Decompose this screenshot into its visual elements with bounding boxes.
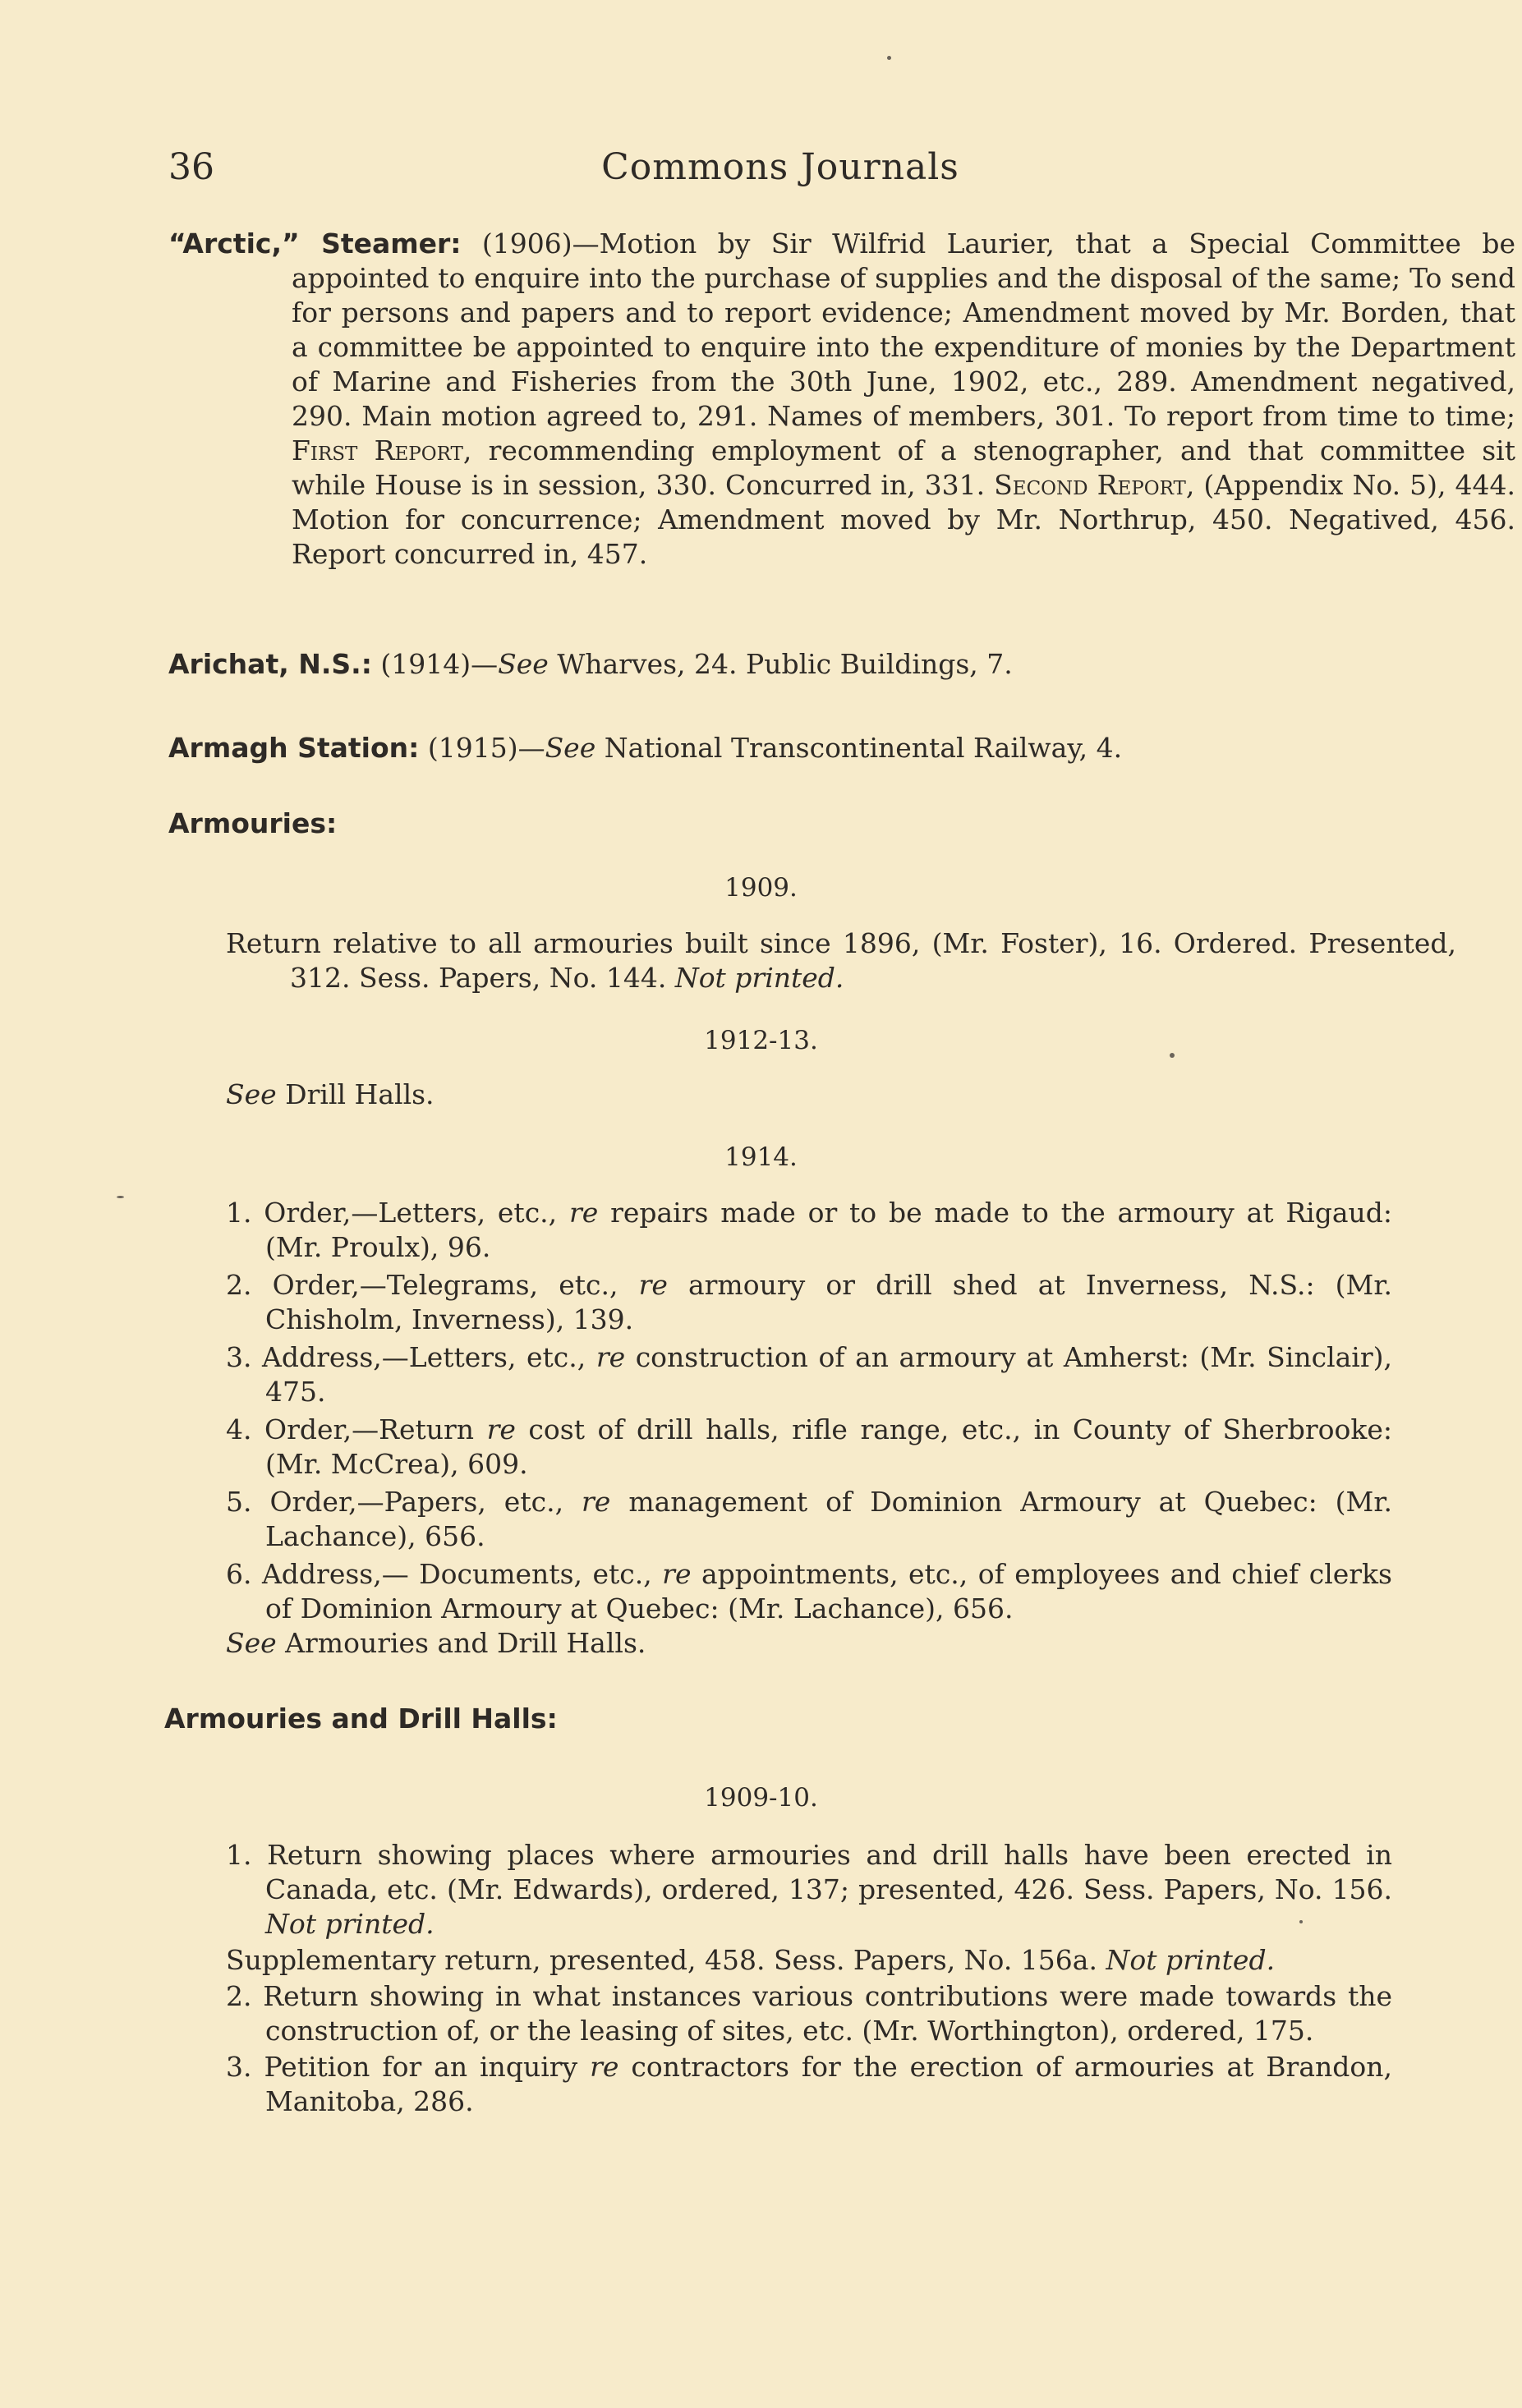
year-heading-1912-13: 1912-13.: [704, 1026, 818, 1055]
paper-speck: [1299, 1920, 1303, 1923]
entry-heading: Arichat, N.S.:: [168, 648, 372, 680]
armouries-see-drill-halls: [226, 1078, 1392, 1112]
re-label: re: [662, 1558, 692, 1590]
list-item: [201, 1838, 1392, 1942]
journal-title: Commons Journals: [601, 146, 959, 188]
entry-arctic-steamer: [168, 227, 1515, 572]
not-printed-label: Not printed.: [1106, 1944, 1276, 1976]
item-text: armoury or drill shed at Inverness, N.S.: (Mr. Chisholm, Inverness), 139.: [265, 1269, 1392, 1335]
item-number: 3.: [226, 2051, 252, 2083]
armouries-return-1909: [226, 926, 1456, 995]
item-number: 4.: [226, 1413, 252, 1445]
page-header: [168, 146, 1392, 195]
entry-armouries-heading: [168, 806, 1392, 841]
entry-year: (1914)—: [380, 648, 499, 680]
item-text: construction of an armoury at Amherst: (Mr. Sinclair), 475.: [265, 1341, 1393, 1408]
item-number: 1.: [226, 1197, 252, 1229]
item-number: 6.: [226, 1558, 252, 1590]
paper-speck: [1170, 1053, 1175, 1058]
year-heading-1909: 1909.: [724, 873, 798, 903]
entry-heading: Armagh Station:: [168, 732, 420, 764]
page-number: 36: [168, 146, 214, 188]
list-item: [201, 1979, 1392, 2048]
item-number: 3.: [226, 1341, 252, 1373]
item-number: 2.: [226, 1269, 252, 1301]
entry-armagh-station: [168, 731, 1392, 765]
year-heading-1914: 1914.: [724, 1142, 798, 1172]
second-report-label: Second Report,: [994, 469, 1195, 501]
armouries-drill-halls-list: [201, 1838, 1392, 2119]
item-text: Order,—Papers, etc.,: [269, 1486, 564, 1518]
item-number: 5.: [226, 1486, 252, 1518]
re-label: re: [590, 2051, 619, 2083]
re-label: re: [568, 1197, 599, 1229]
item-text: Petition for an inquiry: [264, 2051, 578, 2083]
paper-speck: [887, 56, 891, 60]
first-report-label: First Report,: [292, 434, 472, 466]
entry-heading: Armouries:: [168, 807, 338, 839]
supplementary-return: [201, 1943, 1392, 1978]
entry-text: National Transcontinental Railway, 4.: [604, 732, 1123, 764]
item-text: cost of drill halls, rifle range, etc., in County of Sherbrooke: (Mr. McCrea), 609.: [265, 1413, 1392, 1480]
cross-reference: Armouries and Drill Halls.: [285, 1627, 646, 1659]
entry-armouries-drill-halls-heading: [164, 1702, 1388, 1736]
item-text: Order,—Letters, etc.,: [264, 1197, 558, 1229]
entry-arichat: [168, 647, 1392, 682]
entry-heading: Armouries and Drill Halls:: [164, 1703, 558, 1735]
entry-year: (1915)—: [427, 732, 545, 764]
entry-text: Return relative to all armouries built since 1896, (Mr. Foster), 16. Ordered. Presented, 312. Sess. Papers, No. 144.: [226, 927, 1456, 994]
list-item: [201, 1413, 1392, 1482]
not-printed-label: Not printed.: [674, 962, 844, 994]
re-label: re: [595, 1341, 626, 1373]
item-text: Order,—Telegrams, etc.,: [272, 1269, 618, 1301]
item-text: appointments, etc., of employees and chief clerks of Dominion Armoury at Quebec: (Mr. Lachance), 656.: [265, 1558, 1392, 1624]
item-text: repairs made or to be made to the armoury at Rigaud: (Mr. Proulx), 96.: [265, 1197, 1393, 1263]
item-text: Address,—Letters, etc.,: [262, 1341, 586, 1373]
list-item: [201, 1340, 1392, 1409]
entry-text: Wharves, 24. Public Buildings, 7.: [557, 648, 1013, 680]
re-label: re: [582, 1486, 611, 1518]
item-text: Address,— Documents, etc.,: [261, 1558, 652, 1590]
list-item: [201, 1196, 1392, 1265]
entry-text: (Appendix No. 5), 444. Motion for concurrence; Amendment moved by Mr. Northrup, 450. Negatived, 456. Report concurred in, 457.: [292, 469, 1516, 570]
item-text: Order,—Return: [264, 1413, 475, 1445]
list-item: [201, 1557, 1392, 1626]
list-item: [201, 2050, 1392, 2119]
see-label: See: [498, 648, 549, 680]
item-number: 2.: [226, 1980, 252, 2012]
item-text: contractors for the erection of armouries at Brandon, Manitoba, 286.: [265, 2051, 1392, 2117]
armouries-see-armouries-drill-halls: [201, 1626, 1392, 1661]
armouries-1914-list: [201, 1196, 1392, 1661]
year-heading-1909-10: 1909-10.: [704, 1783, 818, 1813]
item-text: Return showing places where armouries and drill halls have been erected in Canada, etc. (Mr. Edwards), ordered, 137; presented, 426. Sess. Papers, No. 156.: [265, 1839, 1392, 1905]
entry-text: (1906)—Motion by Sir Wilfrid Laurier, that a Special Committee be appointed to enquire into the purchase of supplies and the disposal of the same; To send for persons and papers and to report evidence; Amendment moved by Mr. Borden, that a committee be appointed to enquire into the expenditure of monies by the Department of Marine and Fisheries from the 30th June, 1902, etc., 289. Amendment negatived, 290. Main motion agreed to, 291. Names of members, 301. To report from time to time;: [292, 227, 1515, 432]
see-label: See: [545, 732, 596, 764]
item-text: Return showing in what instances various contributions were made towards the construction of, or the leasing of sites, etc. (Mr. Worthington), ordered, 175.: [263, 1980, 1392, 2047]
see-label: See: [226, 1627, 277, 1659]
paper-speck: [117, 1196, 124, 1198]
item-text: Supplementary return, presented, 458. Sess. Papers, No. 156a.: [226, 1944, 1097, 1976]
item-number: 1.: [226, 1839, 252, 1871]
re-label: re: [486, 1413, 516, 1445]
list-item: [201, 1268, 1392, 1337]
item-text: management of Dominion Armoury at Quebec: (Mr. Lachance), 656.: [265, 1486, 1392, 1552]
list-item: [201, 1485, 1392, 1554]
not-printed-label: Not printed.: [265, 1908, 435, 1940]
entry-text: recommending employment of a stenographer, and that committee sit while House is in session, 330. Concurred in, 331.: [292, 434, 1515, 501]
see-label: See: [226, 1078, 277, 1110]
cross-reference: Drill Halls.: [285, 1078, 435, 1110]
entry-heading: “Arctic,” Steamer:: [168, 227, 462, 260]
re-label: re: [638, 1269, 668, 1301]
